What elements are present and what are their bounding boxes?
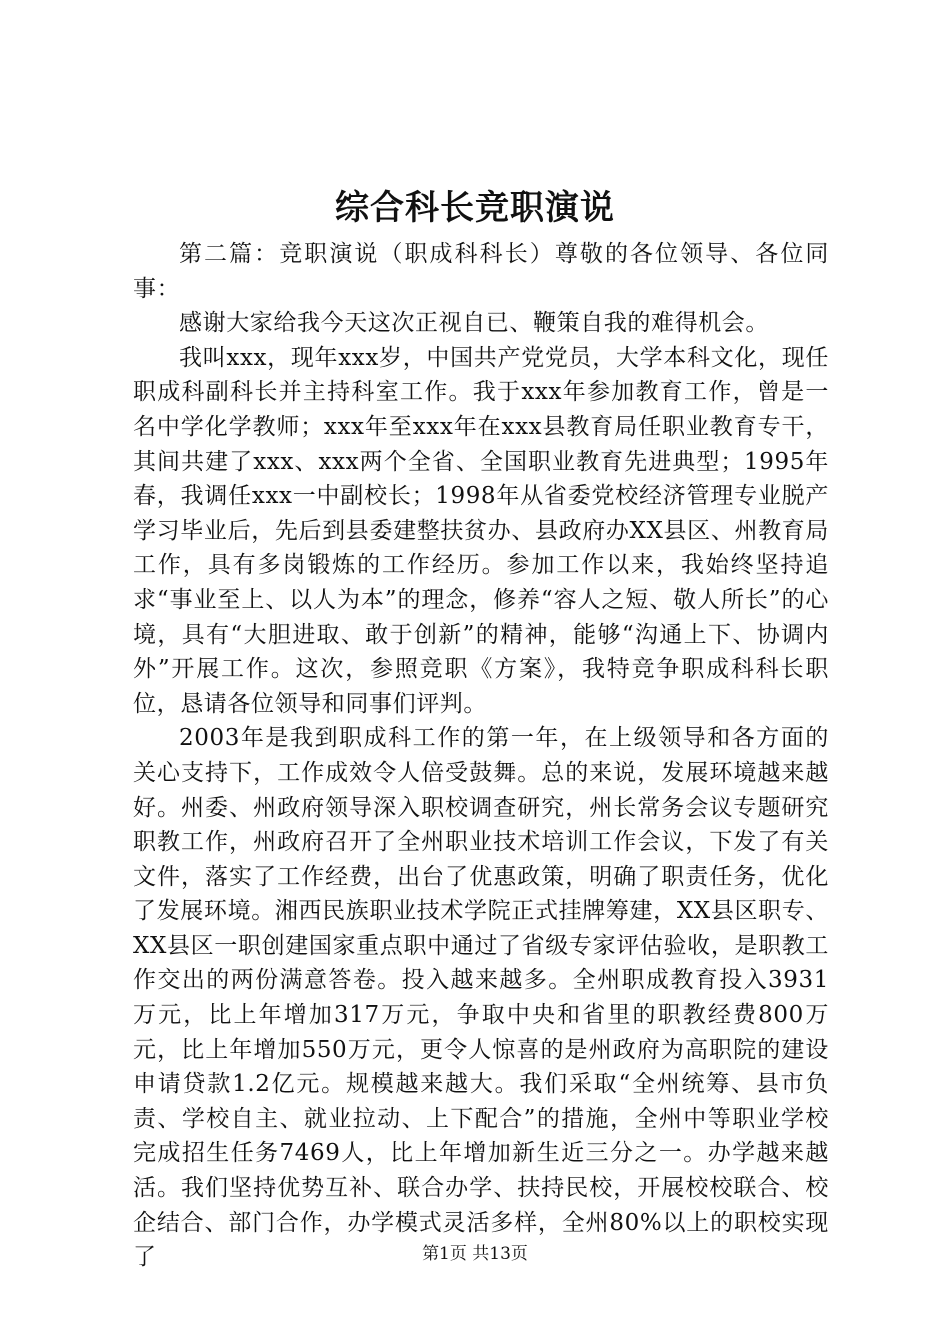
paragraph-work-review: 2003年是我到职成科工作的第一年，在上级领导和各方面的关心支持下，工作成效令人倍受鼓舞。总的来说，发展环境越来越好。州委、州政府领导深入职校调查研究，州长常务会议专题研究职教工作，州政府召开了全州职业技术培训工作会议，下发了有关文件，落实了工作经费，出台了优惠政策，明确了职责任务，优化了发展环境。湘西民族职业技术学院正式挂牌筹建，XX县区职专、XX县区一职创建国家重点职中通过了省级专家评估验收，是职教工作交出的两份满意答卷。投入越来越多。全州职成教育投入3931万元，比上年增加317万元，争取中央和省里的职教经费800万元，比上年增加550万元，更令人惊喜的是州政府为高职院的建设申请贷款1.2亿元。规模越来越大。我们采取“全州统筹、县市负责、学校自主、就业拉动、上下配合”的措施，全州中等职业学校完成招生任务7469人，比上年增加新生近三分之一。办学越来越活。我们坚持优势互补、联合办学、扶持民校，开展校校联合、校企结合、部门合作，办学模式灵活多样，全州80%以上的职校实现了 [133, 725, 829, 1271]
paragraph-self-introduction: 我叫xxx，现年xxx岁，中国共产党党员，大学本科文化，现任职成科副科长并主持科室工作。我于xxx年参加教育工作，曾是一名中学化学教师；xxx年至xxx年在xxx县教育局任职业教育专干，其间共建了xxx、xxx两个全省、全国职业教育先进典型；1995年春，我调任xxx一中副校长；1998年从省委党校经济管理专业脱产学习毕业后，先后到县委建整扶贫办、县政府办XX县区、州教育局工作，具有多岗锻炼的工作经历。参加工作以来，我始终坚持追求“事业至上、以人为本”的理念，修养“容人之短、敬人所长”的心境，具有“大胆进取、敢于创新”的精神，能够“沟通上下、协调内外”开展工作。这次，参照竞职《方案》，我特竞争职成科科长职位，恳请各位领导和同事们评判。 [133, 344, 829, 717]
page-number: 第1页 共13页 [422, 1244, 528, 1264]
document-body [133, 237, 829, 1275]
document-title: 综合科长竞职演说 [335, 188, 615, 228]
paragraph-thanks: 感谢大家给我今天这次正视自已、鞭策自我的难得机会。 [179, 310, 769, 337]
paragraph-opening: 第二篇：竞职演说（职成科科长）尊敬的各位领导、各位同事： [133, 241, 829, 302]
